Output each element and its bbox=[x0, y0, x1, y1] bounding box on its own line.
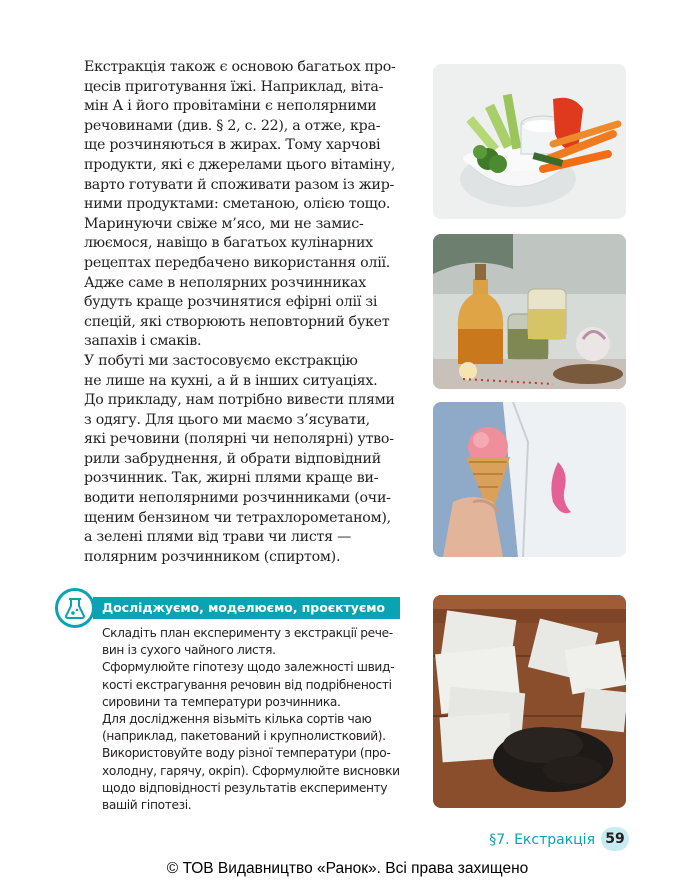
text-line: холодну, гарячу, окріп). Сформулюйте висновки bbox=[102, 763, 400, 778]
text-line: вашій гіпотезі. bbox=[102, 798, 192, 813]
text-line: Складіть план експерименту з екстракції рече- bbox=[102, 626, 393, 640]
copyright: © ТОВ Видавництво «Ранок». Всі права захищено bbox=[166, 860, 529, 877]
text-line: вин із сухого чайного листя. bbox=[102, 643, 276, 658]
text-line: Для дослідження візьміть кілька сортів чаю bbox=[102, 712, 372, 727]
text-line: рили забруднення, й обрати відповідний bbox=[84, 450, 381, 467]
text-line: щодо відповідності результатів експерименту bbox=[102, 780, 388, 795]
research-heading: Досліджуємо, моделюємо, проєктуємо bbox=[93, 597, 400, 619]
text-line: У побуті ми застосовуємо екстракцію bbox=[84, 352, 358, 369]
text-line: спецій, які створюють неповторний букет bbox=[84, 313, 390, 330]
text-line: розчинник. Так, жирні плями краще ви- bbox=[84, 470, 379, 487]
vegetables-dip-photo bbox=[433, 64, 626, 219]
text-line: До прикладу, нам потрібно вивести плями bbox=[84, 392, 395, 409]
flask-research-icon bbox=[55, 588, 95, 628]
text-line: Екстракція також є основою багатьох про- bbox=[84, 59, 396, 75]
text-line: ними продуктами: сметаною, олією тощо. bbox=[84, 196, 391, 213]
text-line: Сформулюйте гіпотезу щодо залежності швид- bbox=[102, 660, 395, 675]
text-line: (наприклад, пакетований і крупнолистковий). bbox=[102, 729, 386, 744]
text-line: не лише на кухні, а й в інших ситуаціях. bbox=[84, 372, 378, 389]
text-line: цесів приготування їжі. Наприклад, віта- bbox=[84, 78, 384, 95]
text-line: рецептах передбачено використання олії. bbox=[84, 254, 391, 271]
paragraph-stains bbox=[58, 352, 408, 568]
section-label: §7. Екстракція bbox=[489, 832, 595, 848]
text-line: речовинами (див. § 2, с. 22), а отже, кра- bbox=[84, 117, 381, 134]
text-line: кості екстрагування речовин від подрібненості bbox=[102, 677, 392, 692]
tea-photo bbox=[433, 595, 626, 808]
page-number: 59 bbox=[601, 827, 629, 851]
text-line: щеним бензином чи тетрахлорометаном), bbox=[84, 509, 391, 526]
text-line: з одягу. Для цього ми маємо з’ясувати, bbox=[84, 411, 370, 428]
text-line: варто готувати й споживати разом із жир- bbox=[84, 176, 395, 193]
text-line: Маринуючи свіже м’ясо, ми не замис- bbox=[84, 215, 364, 232]
text-line: сировини та температури розчинника. bbox=[102, 694, 341, 709]
text-line: запахів і смаків. bbox=[84, 333, 202, 350]
main-text bbox=[58, 58, 408, 567]
text-line: будуть краще розчинятися ефірні олії зі bbox=[84, 294, 378, 311]
text-line: які речовини (полярні чи неполярні) утво- bbox=[84, 431, 394, 448]
text-line: продукти, які є джерелами цього вітаміну, bbox=[84, 156, 396, 173]
text-line: а зелені плями від трави чи листя — bbox=[84, 529, 352, 546]
text-line: полярним розчинником (спиртом). bbox=[84, 548, 341, 565]
text-line: Адже саме в неполярних розчинниках bbox=[84, 274, 366, 291]
stain-shirt-photo bbox=[433, 402, 626, 557]
text-line: водити неполярними розчинниками (очи- bbox=[84, 490, 391, 507]
text-line: мін А і його провітаміни є неполярними bbox=[84, 98, 377, 115]
paragraph-extraction-food bbox=[58, 58, 408, 215]
text-line: люємося, навіщо в багатьох кулінарних bbox=[84, 235, 373, 252]
text-line: ще розчиняються в жирах. Тому харчові bbox=[84, 137, 381, 154]
research-task-text bbox=[102, 625, 412, 814]
paragraph-marinating bbox=[58, 215, 408, 352]
oil-spices-photo bbox=[433, 234, 626, 389]
text-line: Використовуйте воду різної температури (про- bbox=[102, 746, 391, 761]
